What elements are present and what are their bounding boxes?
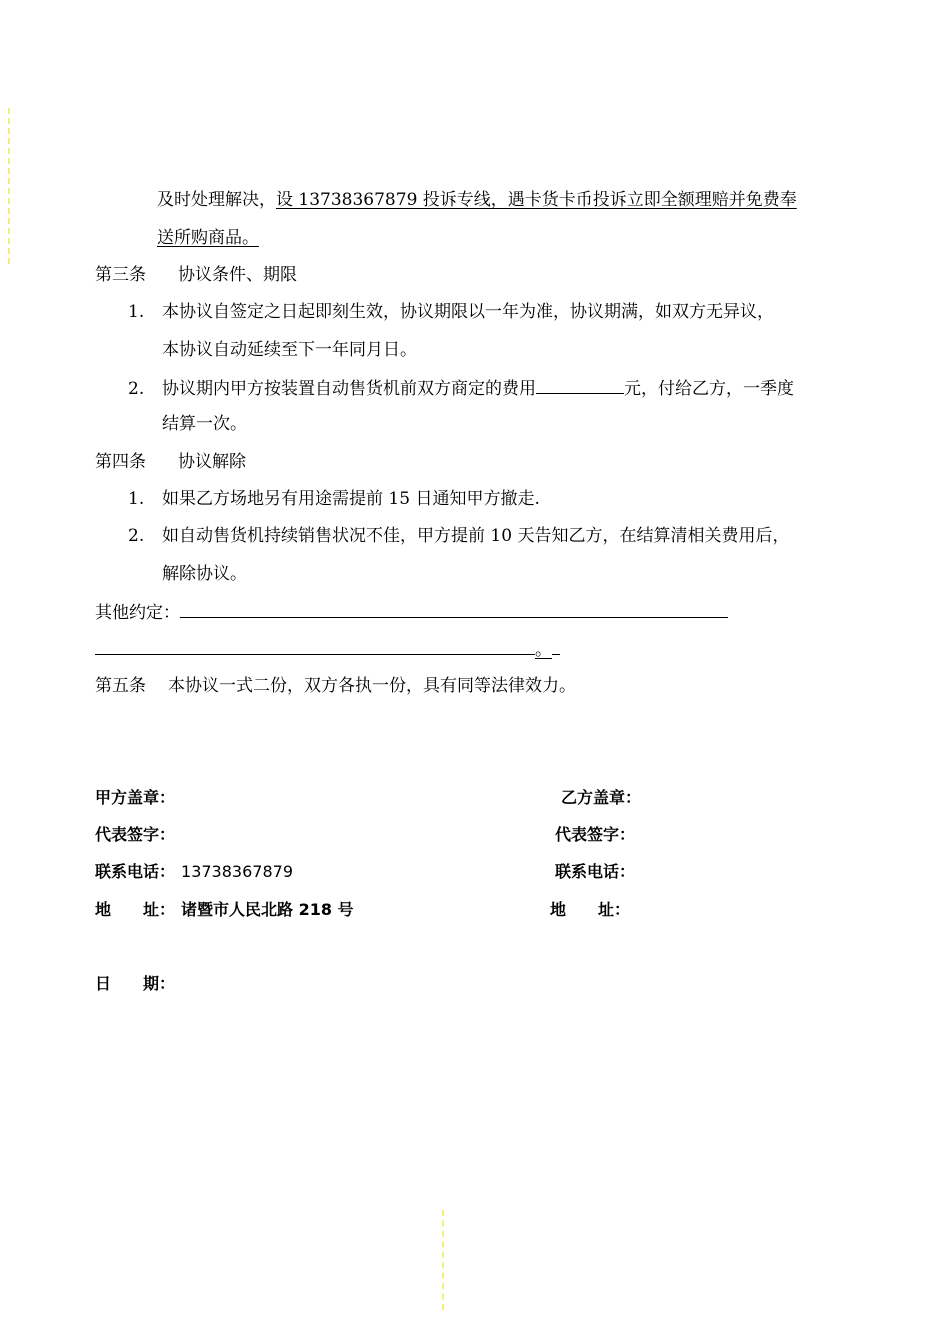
article3-heading: 第三条 协议条件、期限 (95, 265, 297, 285)
party-a-rep: 代表签字： (95, 825, 176, 844)
party-a-address: 地 址： 诸暨市人民北路 218 号 (95, 900, 354, 919)
other-agreement-blank-2[interactable] (95, 636, 535, 655)
article3-item2-line1: 2. 协议期内甲方按装置自动售货机前双方商定的费用 元，付给乙方，一季度 (128, 375, 794, 401)
other-agreement-blank-1[interactable] (180, 599, 728, 618)
article3-item2-line2: 结算一次。 (162, 414, 247, 434)
party-b-phone: 联系电话： (555, 862, 636, 881)
party-b-address: 地 址： (550, 900, 631, 919)
other-agreement-line2: 。 (95, 636, 560, 662)
other-agreement-line1: 其他约定： (95, 599, 728, 625)
para-cont-line2: 送所购商品。 (157, 228, 259, 248)
para-cont-line1: 及时处理解决，设 13738367879 投诉专线，遇卡货卡币投诉立即全额理赔并免费奉 (157, 190, 797, 210)
article5: 第五条 本协议一式二份，双方各执一份，具有同等法律效力。 (95, 676, 576, 696)
party-a-seal: 甲方盖章： (95, 788, 176, 807)
fee-blank[interactable] (536, 375, 624, 394)
party-b-seal: 乙方盖章： (561, 788, 642, 807)
date-label: 日 期： (95, 974, 176, 993)
article4-heading: 第四条 协议解除 (95, 452, 246, 472)
article3-item1-line1: 1. 本协议自签定之日起即刻生效，协议期限以一年为准，协议期满，如双方无异议， (128, 302, 774, 322)
article4-item1-line1: 1. 如果乙方场地另有用途需提前 15 日通知甲方撤走. (128, 489, 540, 509)
article4-item2-line1: 2. 如自动售货机持续销售状况不佳，甲方提前 10 天告知乙方，在结算清相关费用后， (128, 526, 790, 546)
article4-item2-line2: 解除协议。 (162, 564, 247, 584)
party-a-phone: 联系电话： 13738367879 (95, 862, 293, 881)
party-b-rep: 代表签字： (555, 825, 636, 844)
margin-guide-top (8, 108, 10, 264)
article3-item1-line2: 本协议自动延续至下一年同月日。 (162, 340, 417, 360)
margin-guide-bottom (442, 1210, 444, 1310)
